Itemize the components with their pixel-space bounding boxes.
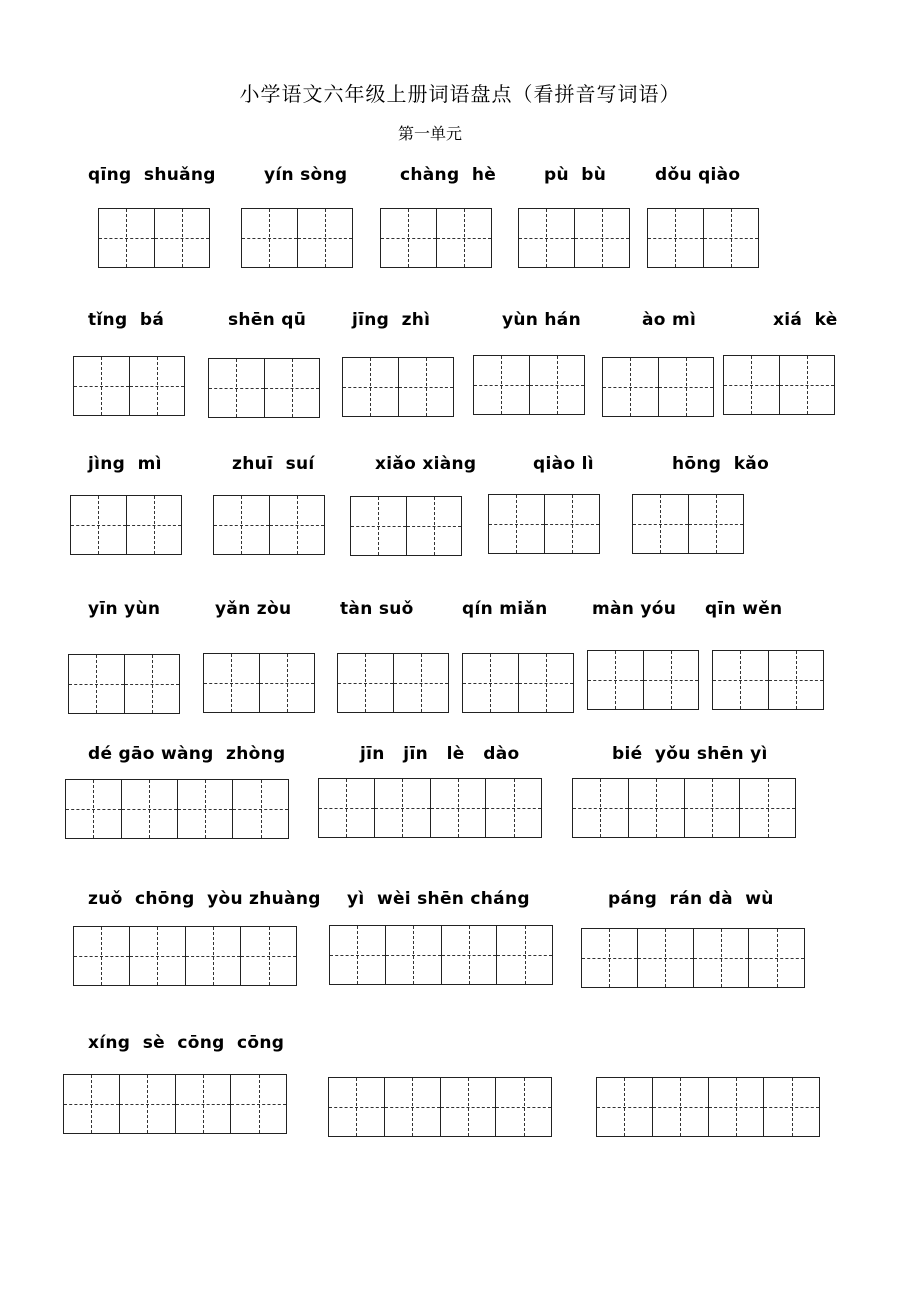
character-cell[interactable]	[393, 654, 449, 712]
character-cell[interactable]	[338, 654, 393, 712]
writing-grid	[65, 779, 289, 839]
writing-grid	[602, 357, 714, 417]
character-cell[interactable]	[597, 1078, 652, 1136]
character-cell[interactable]	[232, 780, 288, 838]
character-cell[interactable]	[574, 209, 630, 267]
character-cell[interactable]	[204, 654, 259, 712]
writing-grid	[473, 355, 585, 415]
character-cell[interactable]	[124, 655, 180, 713]
character-cell[interactable]	[177, 780, 233, 838]
pinyin-prompt: páng rán dà wù	[608, 889, 774, 909]
character-cell[interactable]	[374, 779, 430, 837]
pinyin-prompt: yīn yùn	[88, 599, 161, 619]
character-cell[interactable]	[384, 1078, 440, 1136]
character-cell[interactable]	[633, 495, 688, 553]
character-cell[interactable]	[724, 356, 779, 414]
character-cell[interactable]	[688, 495, 744, 553]
pinyin-prompt: tǐng bá	[88, 310, 165, 330]
character-cell[interactable]	[214, 496, 269, 554]
character-cell[interactable]	[519, 209, 574, 267]
character-cell[interactable]	[474, 356, 529, 414]
pinyin-prompt: qīn wěn	[705, 599, 783, 619]
character-cell[interactable]	[440, 1078, 496, 1136]
character-cell[interactable]	[768, 651, 824, 709]
character-cell[interactable]	[529, 356, 585, 414]
character-cell[interactable]	[658, 358, 714, 416]
pinyin-prompt: shēn qū	[228, 310, 307, 330]
pinyin-prompt: jīn jīn lè dào	[360, 744, 520, 764]
pinyin-prompt: bié yǒu shēn yì	[612, 744, 768, 764]
character-cell[interactable]	[259, 654, 315, 712]
writing-grid	[581, 928, 805, 988]
character-cell[interactable]	[74, 357, 129, 415]
character-cell[interactable]	[129, 927, 185, 985]
character-cell[interactable]	[385, 926, 441, 984]
writing-grid	[328, 1077, 552, 1137]
pinyin-prompt: jīng zhì	[352, 310, 431, 330]
character-cell[interactable]	[66, 780, 121, 838]
character-cell[interactable]	[398, 358, 454, 416]
writing-grid	[462, 653, 574, 713]
character-cell[interactable]	[588, 651, 643, 709]
pinyin-prompt: hōng kǎo	[672, 454, 770, 474]
character-cell[interactable]	[129, 357, 185, 415]
character-cell[interactable]	[154, 209, 210, 267]
character-cell[interactable]	[603, 358, 658, 416]
writing-grid	[329, 925, 553, 985]
writing-grid	[73, 356, 185, 416]
character-cell[interactable]	[119, 1075, 175, 1133]
writing-grid	[73, 926, 297, 986]
character-cell[interactable]	[684, 779, 740, 837]
pinyin-prompt: dǒu qiào	[655, 165, 741, 185]
character-cell[interactable]	[74, 927, 129, 985]
writing-grid	[632, 494, 744, 554]
character-cell[interactable]	[351, 497, 406, 555]
writing-grid	[203, 653, 315, 713]
character-cell[interactable]	[230, 1075, 286, 1133]
character-cell[interactable]	[330, 926, 385, 984]
writing-grid	[587, 650, 699, 710]
character-cell[interactable]	[381, 209, 436, 267]
pinyin-prompt: dé gāo wàng zhòng	[88, 744, 286, 764]
writing-grid	[596, 1077, 820, 1137]
character-cell[interactable]	[69, 655, 124, 713]
character-cell[interactable]	[126, 496, 182, 554]
pinyin-prompt: ào mì	[642, 310, 697, 330]
pinyin-prompt: yǎn zòu	[215, 599, 292, 619]
character-cell[interactable]	[518, 654, 574, 712]
writing-grid	[98, 208, 210, 268]
writing-grid	[208, 358, 320, 418]
character-cell[interactable]	[748, 929, 804, 987]
character-cell[interactable]	[496, 926, 552, 984]
character-cell[interactable]	[495, 1078, 551, 1136]
pinyin-prompt: jìng mì	[88, 454, 162, 474]
pinyin-prompt: zhuī suí	[232, 454, 315, 474]
character-cell[interactable]	[779, 356, 835, 414]
pinyin-prompt: xíng sè cōng cōng	[88, 1033, 285, 1053]
pinyin-prompt: màn yóu	[592, 599, 677, 619]
character-cell[interactable]	[693, 929, 749, 987]
character-cell[interactable]	[463, 654, 518, 712]
character-cell[interactable]	[343, 358, 398, 416]
writing-grid	[318, 778, 542, 838]
writing-grid	[488, 494, 600, 554]
character-cell[interactable]	[436, 209, 492, 267]
writing-grid	[342, 357, 454, 417]
pinyin-prompt: qiào lì	[533, 454, 594, 474]
character-cell[interactable]	[485, 779, 541, 837]
character-cell[interactable]	[329, 1078, 384, 1136]
writing-grid	[518, 208, 630, 268]
writing-grid	[63, 1074, 287, 1134]
character-cell[interactable]	[441, 926, 497, 984]
character-cell[interactable]	[708, 1078, 764, 1136]
writing-grid	[241, 208, 353, 268]
character-cell[interactable]	[269, 496, 325, 554]
pinyin-prompt: pù bù	[544, 165, 607, 185]
pinyin-prompt: qín miǎn	[462, 599, 548, 619]
pinyin-prompt: yì wèi shēn cháng	[347, 889, 530, 909]
character-cell[interactable]	[64, 1075, 119, 1133]
pinyin-prompt: xiá kè	[773, 310, 838, 330]
character-cell[interactable]	[406, 497, 462, 555]
character-cell[interactable]	[209, 359, 264, 417]
pinyin-prompt: zuǒ chōng yòu zhuàng	[88, 889, 321, 909]
writing-grid	[712, 650, 824, 710]
character-cell[interactable]	[99, 209, 154, 267]
character-cell[interactable]	[430, 779, 486, 837]
writing-grid	[723, 355, 835, 415]
character-cell[interactable]	[121, 780, 177, 838]
character-cell[interactable]	[185, 927, 241, 985]
character-cell[interactable]	[648, 209, 703, 267]
pinyin-prompt: chàng hè	[400, 165, 497, 185]
character-cell[interactable]	[573, 779, 628, 837]
character-cell[interactable]	[319, 779, 374, 837]
pinyin-prompt: xiǎo xiàng	[375, 454, 477, 474]
character-cell[interactable]	[71, 496, 126, 554]
character-cell[interactable]	[264, 359, 320, 417]
character-cell[interactable]	[643, 651, 699, 709]
page-title: 小学语文六年级上册词语盘点（看拼音写词语）	[239, 82, 681, 106]
character-cell[interactable]	[652, 1078, 708, 1136]
character-cell[interactable]	[763, 1078, 819, 1136]
writing-grid	[380, 208, 492, 268]
writing-grid	[572, 778, 796, 838]
writing-grid	[213, 495, 325, 555]
writing-grid	[647, 208, 759, 268]
character-cell[interactable]	[240, 927, 296, 985]
character-cell[interactable]	[242, 209, 297, 267]
writing-grid	[337, 653, 449, 713]
character-cell[interactable]	[703, 209, 759, 267]
character-cell[interactable]	[628, 779, 684, 837]
character-cell[interactable]	[297, 209, 353, 267]
unit-heading: 第一单元	[397, 124, 462, 143]
character-cell[interactable]	[637, 929, 693, 987]
writing-grid	[68, 654, 180, 714]
writing-grid	[350, 496, 462, 556]
pinyin-prompt: yùn hán	[502, 310, 581, 330]
character-cell[interactable]	[582, 929, 637, 987]
character-cell[interactable]	[175, 1075, 231, 1133]
pinyin-prompt: yín sòng	[264, 165, 348, 185]
character-cell[interactable]	[739, 779, 795, 837]
character-cell[interactable]	[713, 651, 768, 709]
pinyin-prompt: qīng shuǎng	[88, 165, 216, 185]
character-cell[interactable]	[489, 495, 544, 553]
writing-grid	[70, 495, 182, 555]
character-cell[interactable]	[544, 495, 600, 553]
pinyin-prompt: tàn suǒ	[340, 599, 414, 619]
